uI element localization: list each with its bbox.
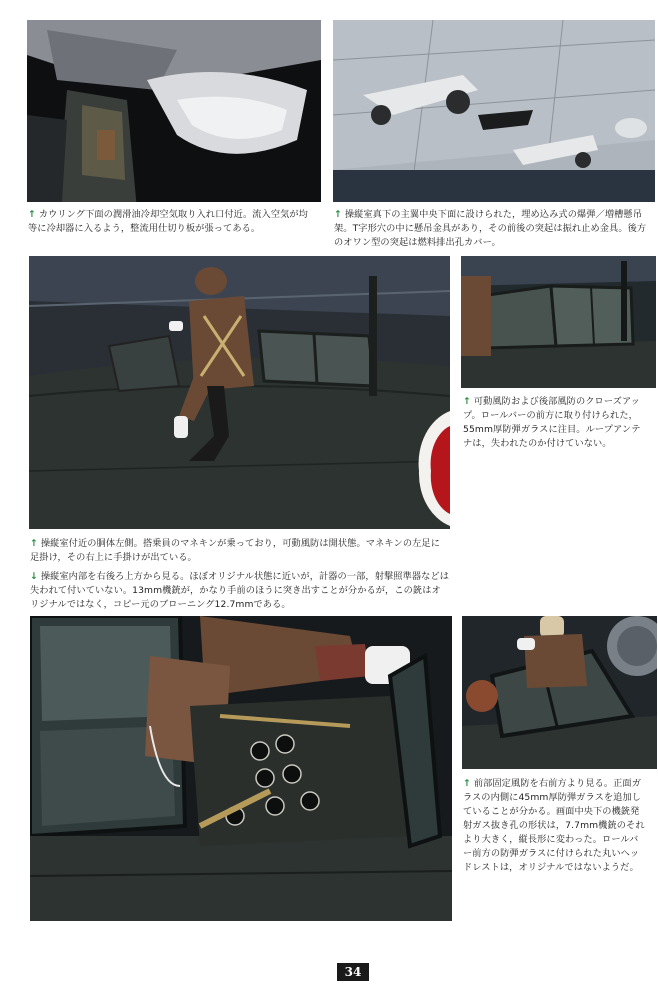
caption-text: 前部固定風防を右前方より見る。正面ガラスの内側に45mm厚防弾ガラスを追加していることが分かる。画面中央下の機銃発射ガス抜き孔の形状は，7.7mm機銃のそれより大きく，縦長形に変わった。ロールバー前方の防弾ガラスに付けられた丸いヘッドレストは，オリジナルではないようだ。 <box>463 778 645 873</box>
caption-arrow-icon: ↑ <box>28 209 36 220</box>
caption-text: カウリング下面の潤滑油冷却空気取り入れ口付近。流入空気が均等に冷却器に入るよう，整流用仕切り板が張ってある。 <box>28 209 308 234</box>
caption-windscreen <box>463 777 645 875</box>
caption-text: 可動風防および後部風防のクローズアップ。ロールバーの前方に取り付けられた，55mm厚防弾ガラスに注目。ループアンテナは，失われたのか付けていない。 <box>463 396 641 449</box>
caption-wing <box>334 208 652 250</box>
caption-canopy <box>463 395 649 451</box>
caption-cockpit <box>30 570 450 612</box>
caption-arrow-icon: ↑ <box>30 538 38 549</box>
caption-text: 操縦室内部を右後ろ上方から見る。ほぼオリジナル状態に近いが，計器の一部，射撃照準器などは失われて付いていない。13mm機銃が，かなり手前のほうに突き出すことが分かるが，この銃はオリジナルではなく，コピー元のブローニング12.7mmである。 <box>30 571 450 610</box>
photo-cockpit-interior <box>30 616 452 921</box>
photo-canopy-closeup <box>461 256 656 388</box>
photo-cowling-intake <box>27 20 321 202</box>
caption-text: 操縦室真下の主翼中央下面に設けられた，埋め込み式の爆弾／増槽懸吊架。T字形穴の中に懸吊金具があり，その前後の突起は振れ止め金具。後方のオワン型の突起は燃料排出孔カバー。 <box>334 209 647 248</box>
caption-arrow-icon: ↑ <box>334 209 342 220</box>
caption-cowling <box>28 208 316 236</box>
caption-arrow-icon: ↑ <box>463 396 471 407</box>
caption-arrow-icon: ↓ <box>30 571 38 582</box>
photo-fuselage-mannequin <box>29 256 450 529</box>
photo-windscreen <box>462 616 657 769</box>
caption-text: 操縦室付近の胴体左側。搭乗員のマネキンが乗っており，可動風防は開状態。マネキンの左足に足掛け，その右上に手掛けが出ている。 <box>30 538 440 563</box>
photo-wing-bomb-rack <box>333 20 655 202</box>
caption-arrow-icon: ↑ <box>463 778 471 789</box>
page-number: 34 <box>337 963 369 981</box>
caption-fuselage <box>30 537 448 565</box>
